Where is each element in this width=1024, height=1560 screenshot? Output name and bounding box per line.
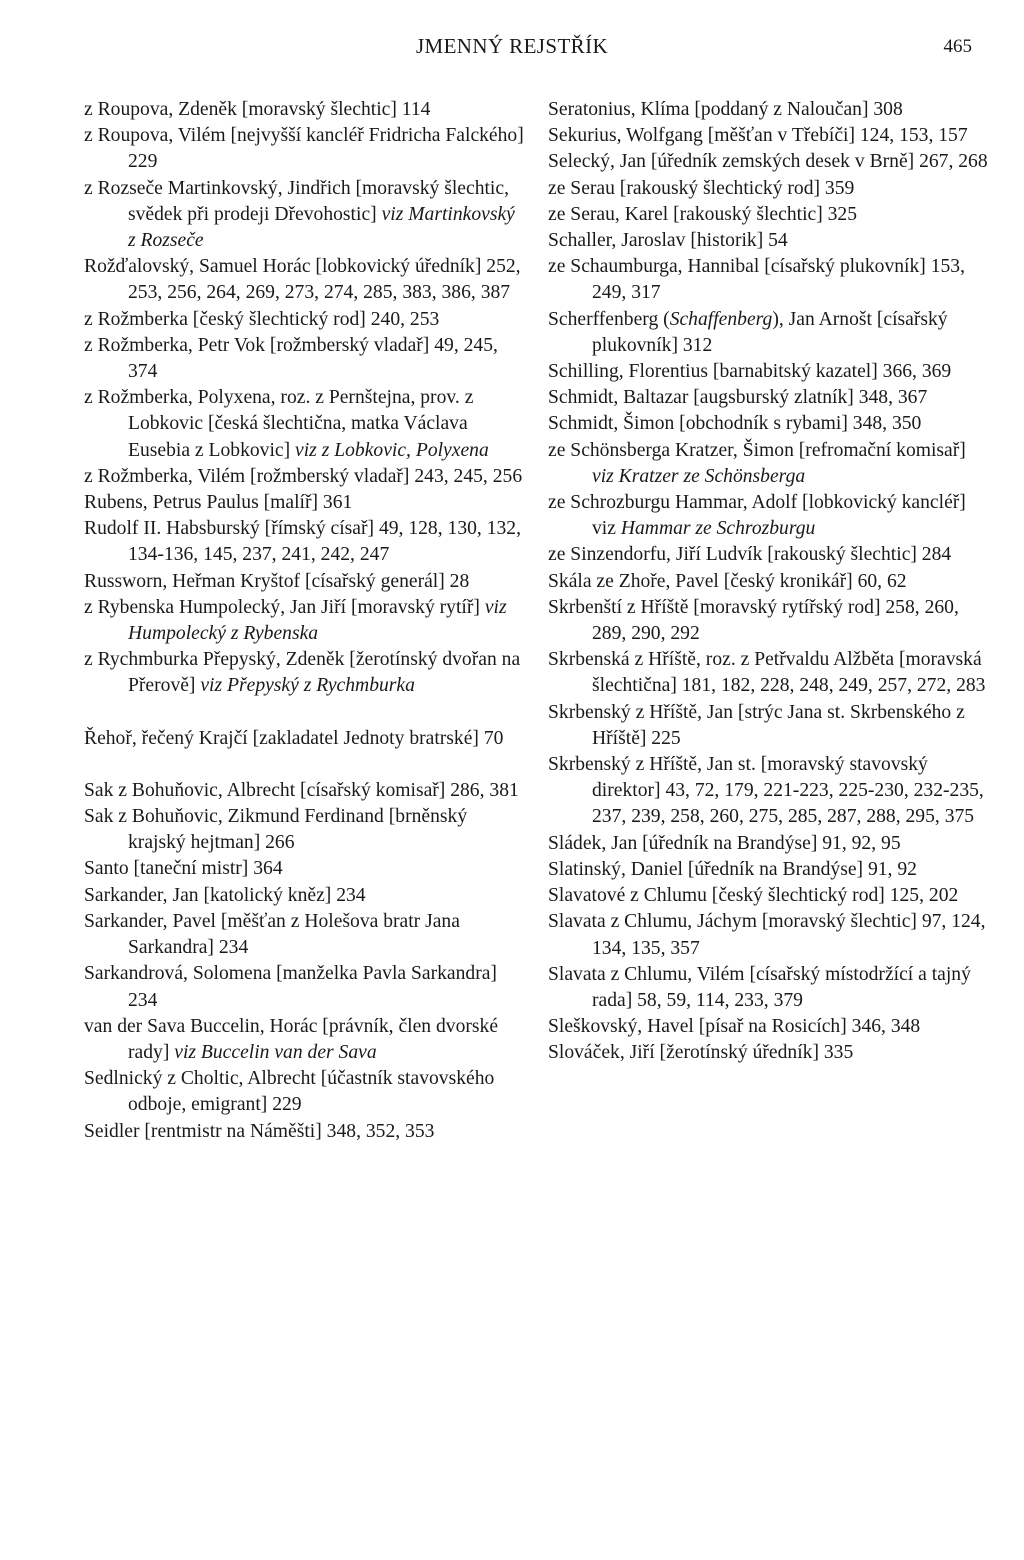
index-entry: Skrbenští z Hříště [moravský rytířský rod] 258, 260, 289, 290, 292 — [548, 596, 959, 645]
index-entry: Sarkandrová, Solomena [manželka Pavla Sarkandra] 234 — [84, 963, 497, 1011]
index-entry: z Rožmberka, Vilém [rožmberský vladař] 243, 245, 256 — [84, 465, 523, 487]
entry-gap — [84, 700, 524, 726]
index-entry: Russworn, Heřman Kryštof [císařský generál] 28 — [84, 570, 470, 592]
index-entry: Sak z Bohuňovic, Albrecht [císařský komisař] 286, 381 — [84, 779, 519, 801]
page-header — [0, 34, 1024, 64]
index-entry: Slavatové z Chlumu [český šlechtický rod] 125, 202 — [548, 885, 959, 907]
index-entry: z Rybenska Humpolecký, Jan Jiří [moravský rytíř] viz Humpolecký z Rybenska — [84, 596, 507, 645]
index-entry: Sarkander, Jan [katolický kněz] 234 — [84, 884, 366, 906]
index-entry: ze Serau [rakouský šlechtický rod] 359 — [548, 177, 855, 199]
index-entry: van der Sava Buccelin, Horác [právník, člen dvorské rady] viz Buccelin van der Sava — [84, 1015, 499, 1063]
index-entry: z Rožmberka [český šlechtický rod] 240, 253 — [84, 308, 440, 330]
index-entry: Schilling, Florentius [barnabitský kazatel] 366, 369 — [548, 361, 952, 383]
index-entry: Slavata z Chlumu, Vilém [císařský místodržící a tajný rada] 58, 59, 114, 233, 379 — [548, 963, 971, 1011]
index-entry: Schmidt, Baltazar [augsburský zlatník] 348, 367 — [548, 387, 928, 409]
index-entry: Selecký, Jan [úředník zemských desek v Brně] 267, 268 — [548, 151, 988, 173]
index-entry: Sarkander, Pavel [měšťan z Holešova bratr Jana Sarkandra] 234 — [84, 910, 460, 959]
index-entry: Sleškovský, Havel [písař na Rosicích] 346, 348 — [548, 1016, 921, 1038]
index-entry: Seidler [rentmistr na Náměšti] 348, 352, 353 — [84, 1120, 435, 1142]
index-column-left — [84, 97, 524, 1145]
index-entry: Santo [taneční mistr] 364 — [84, 858, 283, 880]
index-entry: Sládek, Jan [úředník na Brandýse] 91, 92, 95 — [548, 832, 901, 854]
index-entry: Sedlnický z Choltic, Albrecht [účastník stavovského odboje, emigrant] 229 — [84, 1068, 495, 1116]
index-entry: Slatinský, Daniel [úředník na Brandýse] 91, 92 — [548, 858, 917, 880]
index-entry: z Rožmberka, Petr Vok [rožmberský vladař] 49, 245, 374 — [84, 334, 498, 383]
index-entry: z Roupova, Zdeněk [moravský šlechtic] 114 — [84, 99, 431, 120]
index-entry: Seratonius, Klíma [poddaný z Naloučan] 308 — [548, 99, 903, 120]
index-entry: z Rožmberka, Polyxena, roz. z Pernštejna, prov. z Lobkovic [česká šlechtična, matka Václava Eusebia z Lobkovic] viz z Lobkovic, Polyxena — [84, 387, 489, 461]
index-entry: ze Schönsberga Kratzer, Šimon [refromační komisař] viz Kratzer ze Schönsberga — [548, 439, 966, 487]
entry-gap — [84, 752, 524, 778]
index-entry: Slováček, Jiří [žerotínský úředník] 335 — [548, 1042, 854, 1064]
index-entry: Rudolf II. Habsburský [římský císař] 49, 128, 130, 132, 134-136, 145, 237, 241, 242, 247 — [84, 518, 521, 566]
index-entry: ze Schrozburgu Hammar, Adolf [lobkovický kancléř] viz Hammar ze Schrozburgu — [548, 492, 966, 540]
index-entry: Skrbenská z Hříště, roz. z Petřvaldu Alžběta [moravská šlechtična] 181, 182, 228, 248, 249, 257, 272, 283 — [548, 649, 986, 697]
index-entry: Scherffenberg (Schaffenberg), Jan Arnošt [císařský plukovník] 312 — [548, 308, 948, 356]
index-entry: z Rychmburka Přepyský, Zdeněk [žerotínský dvořan na Přerově] viz Přepyský z Rychmburka — [84, 649, 521, 697]
index-entry: Slavata z Chlumu, Jáchym [moravský šlechtic] 97, 124, 134, 135, 357 — [548, 911, 986, 959]
page-number: 465 — [943, 36, 972, 57]
index-entry: Řehoř, řečený Krajčí [zakladatel Jednoty bratrské] 70 — [84, 727, 504, 749]
running-title: JMENNÝ REJSTŘÍK — [415, 34, 609, 58]
index-entry: ze Sinzendorfu, Jiří Ludvík [rakouský šlechtic] 284 — [548, 544, 952, 566]
index-entry: Skála ze Zhoře, Pavel [český kronikář] 60, 62 — [548, 570, 907, 592]
index-entry: Sekurius, Wolfgang [měšťan v Třebíči] 124, 153, 157 — [548, 125, 968, 147]
index-entry: Rubens, Petrus Paulus [malíř] 361 — [84, 492, 353, 514]
index-entry: ze Serau, Karel [rakouský šlechtic] 325 — [548, 203, 858, 225]
index-entry: Skrbenský z Hříště, Jan [strýc Jana st. Skrbenského z Hříště] 225 — [548, 701, 965, 749]
index-entry: Rožďalovský, Samuel Horác [lobkovický úředník] 252, 253, 256, 264, 269, 273, 274, 285, 383, 386, 387 — [84, 256, 521, 304]
index-entry: Skrbenský z Hříště, Jan st. [moravský stavovský direktor] 43, 72, 179, 221-223, 225-230, 232-235, 237, 239, 258, 260, 275, 285, 287, 288, 295, 375 — [548, 754, 984, 828]
index-entry: Sak z Bohuňovic, Zikmund Ferdinand [brněnský krajský hejtman] 266 — [84, 806, 468, 854]
index-entry: z Rozseče Martinkovský, Jindřich [moravský šlechtic, svědek při prodeji Dřevohostic] viz Martinkovský z Rozseče — [84, 177, 515, 252]
index-entry: ze Schaumburga, Hannibal [císařský plukovník] 153, 249, 317 — [548, 256, 965, 304]
index-entry: z Roupova, Vilém [nejvyšší kancléř Fridricha Falckého] 229 — [84, 125, 524, 173]
index-entry: Schmidt, Šimon [obchodník s rybami] 348, 350 — [548, 413, 922, 435]
index-column-right — [548, 97, 988, 1067]
index-entry: Schaller, Jaroslav [historik] 54 — [548, 230, 788, 252]
